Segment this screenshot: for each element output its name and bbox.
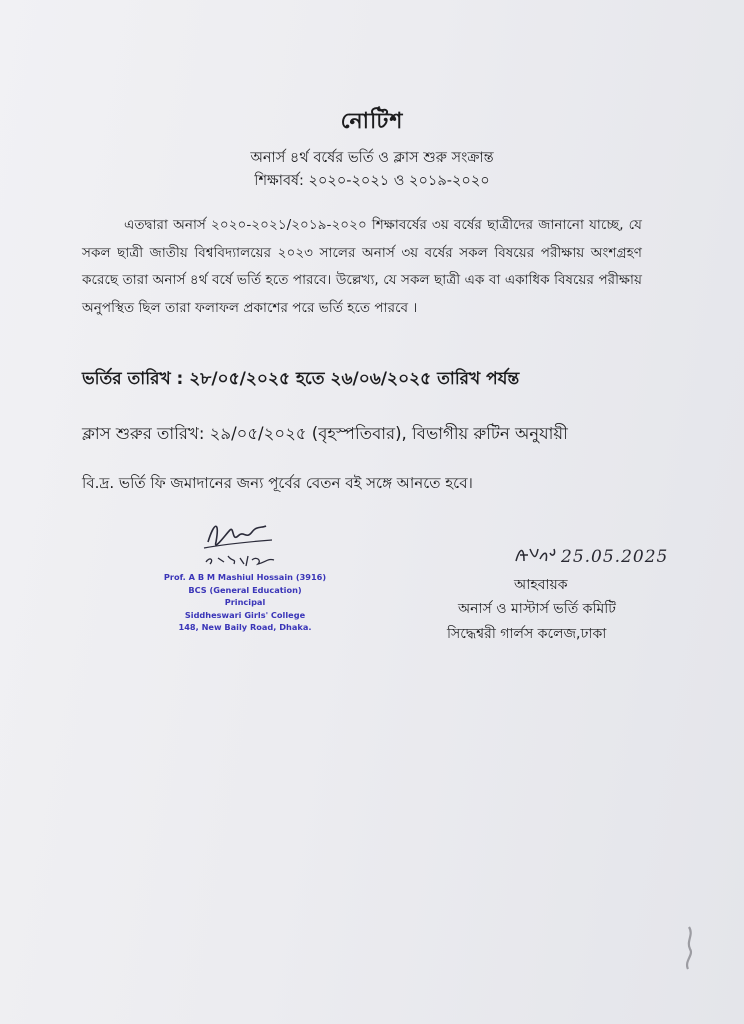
committee-name: অনার্স ও মাস্টার্স ভর্তি কমিটি [458, 601, 616, 617]
stamp-line-college: Siddheswari Girls' College [184, 609, 306, 620]
principal-signature [196, 512, 286, 570]
notice-title: নোটিশ [340, 109, 404, 134]
stamp-line-cadre: BCS (General Education) [188, 584, 302, 595]
college-name: সিদ্ধেশ্বরী গার্লস কলেজ,ঢাকা [447, 626, 607, 642]
admission-date-line: ভর্তির তারিখ : ২৮/০৫/২০২৫ হতে ২৬/০৬/২০২৫ তারিখ পর্যন্ত [82, 369, 520, 389]
convener-role: আহবায়ক [514, 577, 568, 593]
academic-session: শিক্ষাবর্ষ: ২০২০-২০২১ ও ২০১৯-২০২০ [254, 173, 490, 189]
nb-note: বি.দ্র. ভর্তি ফি জমাদানের জন্য পূর্বের বেতন বই সঙ্গে আনতে হবে। [82, 474, 473, 492]
notice-body: এতদ্বারা অনার্স ২০২০-২০২১/২০১৯-২০২০ শিক্ষাবর্ষের ৩য় বর্ষের ছাত্রীদের জানানো যাচ্ছে, যে সকল ছাত্রী জাতীয় বিশ্ববিদ্যালয়ের ২০২৩ সালের অনার্স ৩য় বর্ষের সকল বিষয়ের পরীক্ষায় অংশগ্রহণ করেছে তারা অনার্স ৪র্থ বর্ষে ভর্তি হতে পারবে। উল্লেখ্য, যে সকল ছাত্রী এক বা একাধিক বিষয়ের পরীক্ষায় অনুপস্থিত ছিল তারা ফলাফল প্রকাশের পরে ভর্তি হতে পারবে । [82, 217, 642, 316]
stamp-line-title: Principal [224, 597, 266, 607]
class-start-line: ক্লাস শুরুর তারিখ: ২৯/০৫/২০২৫ (বৃহস্পতিবার), বিভাগীয় রুটিন অনুযায়ী [82, 424, 568, 443]
notice-subtitle: অনার্স ৪র্থ বর্ষের ভর্তি ও ক্লাস শুরু সংক্রান্ত [250, 150, 494, 166]
principal-stamp [150, 571, 340, 634]
convener-signature [512, 541, 558, 567]
stamp-line-name: Prof. A B M Mashiul Hossain (3916) [163, 572, 327, 582]
stamp-line-address: 148, New Baily Road, Dhaka. [178, 622, 312, 632]
handwritten-date: 25.05.2025 [561, 547, 669, 567]
paper-smudge [680, 925, 698, 971]
